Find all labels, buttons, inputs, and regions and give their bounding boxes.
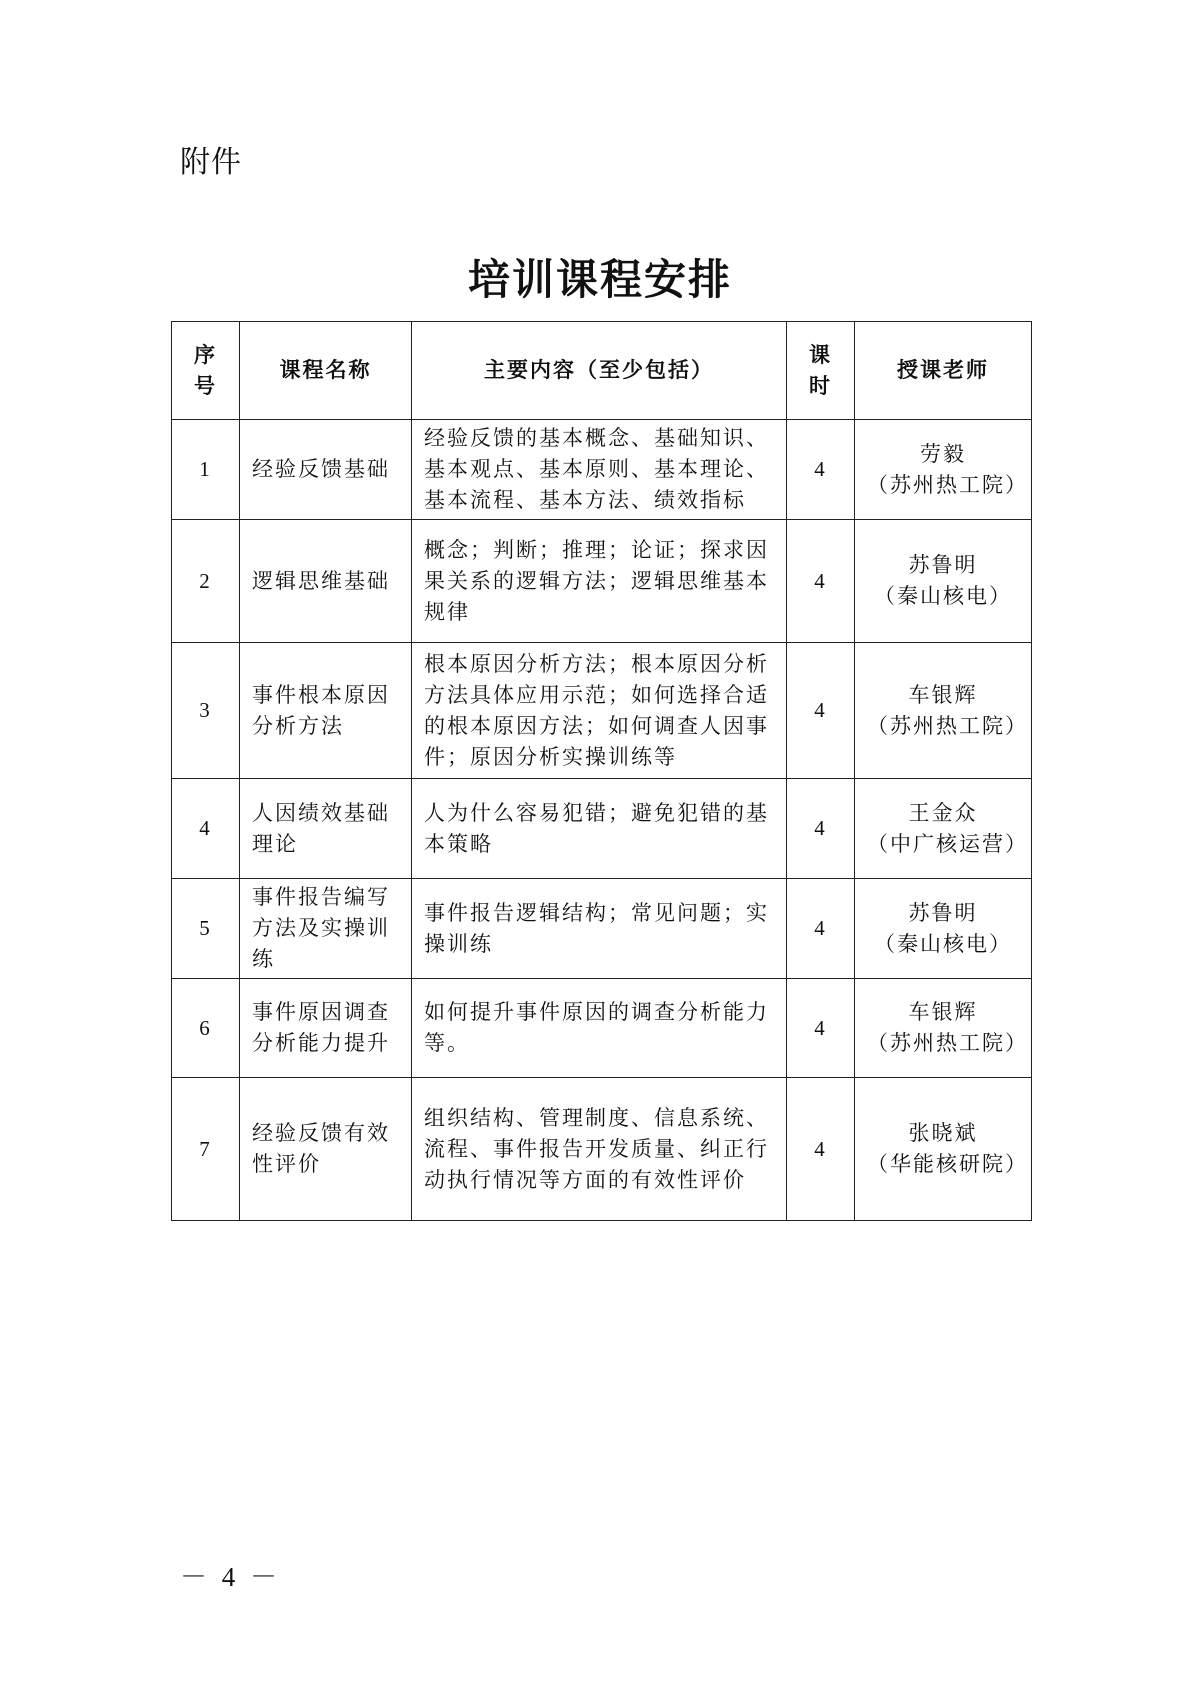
table-row	[172, 979, 1032, 1078]
header-course-name: 课程名称	[240, 322, 412, 420]
row-number: 7	[172, 1078, 240, 1221]
row-number: 5	[172, 879, 240, 979]
course-content: 根本原因分析方法；根本原因分析方法具体应用示范；如何选择合适的根本原因方法；如何调查人因事件；原因分析实操训练等	[412, 643, 787, 779]
teacher-organization: （苏州热工院）	[867, 713, 1028, 738]
table-row	[172, 643, 1032, 779]
page-number: － 4 －	[180, 1562, 281, 1592]
teacher-name: 苏鲁明	[908, 553, 978, 577]
document-title: 培训课程安排	[467, 255, 732, 304]
table-row	[172, 1078, 1032, 1221]
teacher-cell	[855, 643, 1032, 779]
teacher-organization: （中广核运营）	[867, 831, 1028, 856]
row-number: 1	[172, 420, 240, 520]
teacher-organization: （华能核研院）	[867, 1152, 1028, 1176]
course-content: 如何提升事件原因的调查分析能力等。	[412, 979, 787, 1078]
class-hours: 4	[787, 643, 855, 779]
teacher-name: 张晓斌	[908, 1121, 978, 1145]
row-number: 3	[172, 643, 240, 779]
class-hours: 4	[787, 879, 855, 979]
teacher-name: 车银辉	[908, 682, 978, 707]
course-name: 经验反馈基础	[240, 420, 412, 520]
course-name: 事件报告编写方法及实操训练	[240, 879, 412, 979]
table-row	[172, 879, 1032, 979]
table-row	[172, 779, 1032, 879]
teacher-organization: （苏州热工院）	[867, 472, 1028, 497]
header-main-content: 主要内容（至少包括）	[412, 322, 787, 420]
teacher-organization: （苏州热工院）	[867, 1031, 1028, 1055]
course-content: 人为什么容易犯错；避免犯错的基本策略	[412, 779, 787, 879]
table-header-row	[172, 322, 1032, 420]
attachment-label: 附件	[180, 145, 242, 180]
course-name: 人因绩效基础理论	[240, 779, 412, 879]
course-name: 事件根本原因分析方法	[240, 643, 412, 779]
teacher-cell	[855, 520, 1032, 643]
teacher-cell	[855, 420, 1032, 520]
teacher-cell	[855, 1078, 1032, 1221]
table-row	[172, 420, 1032, 520]
course-name: 事件原因调查分析能力提升	[240, 979, 412, 1078]
header-class-hours: 课时	[787, 322, 855, 420]
teacher-organization: （秦山核电）	[874, 584, 1012, 608]
course-content: 经验反馈的基本概念、基础知识、基本观点、基本原则、基本理论、基本流程、基本方法、绩效指标	[412, 420, 787, 520]
teacher-name: 劳毅	[920, 441, 966, 466]
header-serial-number: 序号	[172, 322, 240, 420]
header-teacher: 授课老师	[855, 322, 1032, 420]
teacher-cell	[855, 979, 1032, 1078]
class-hours: 4	[787, 979, 855, 1078]
teacher-organization: （秦山核电）	[874, 931, 1012, 956]
course-content: 概念；判断；推理；论证；探求因果关系的逻辑方法；逻辑思维基本规律	[412, 520, 787, 643]
row-number: 4	[172, 779, 240, 879]
teacher-name: 苏鲁明	[908, 900, 978, 925]
teacher-name: 车银辉	[908, 1000, 978, 1024]
class-hours: 4	[787, 420, 855, 520]
row-number: 6	[172, 979, 240, 1078]
class-hours: 4	[787, 779, 855, 879]
teacher-cell	[855, 879, 1032, 979]
training-schedule-table	[171, 321, 1032, 1221]
teacher-cell	[855, 779, 1032, 879]
teacher-name: 王金众	[908, 800, 978, 825]
table-row	[172, 520, 1032, 643]
class-hours: 4	[787, 1078, 855, 1221]
course-name: 逻辑思维基础	[240, 520, 412, 643]
course-name: 经验反馈有效性评价	[240, 1078, 412, 1221]
class-hours: 4	[787, 520, 855, 643]
course-content: 事件报告逻辑结构；常见问题；实操训练	[412, 879, 787, 979]
course-content: 组织结构、管理制度、信息系统、流程、事件报告开发质量、纠正行动执行情况等方面的有效性评价	[412, 1078, 787, 1221]
row-number: 2	[172, 520, 240, 643]
